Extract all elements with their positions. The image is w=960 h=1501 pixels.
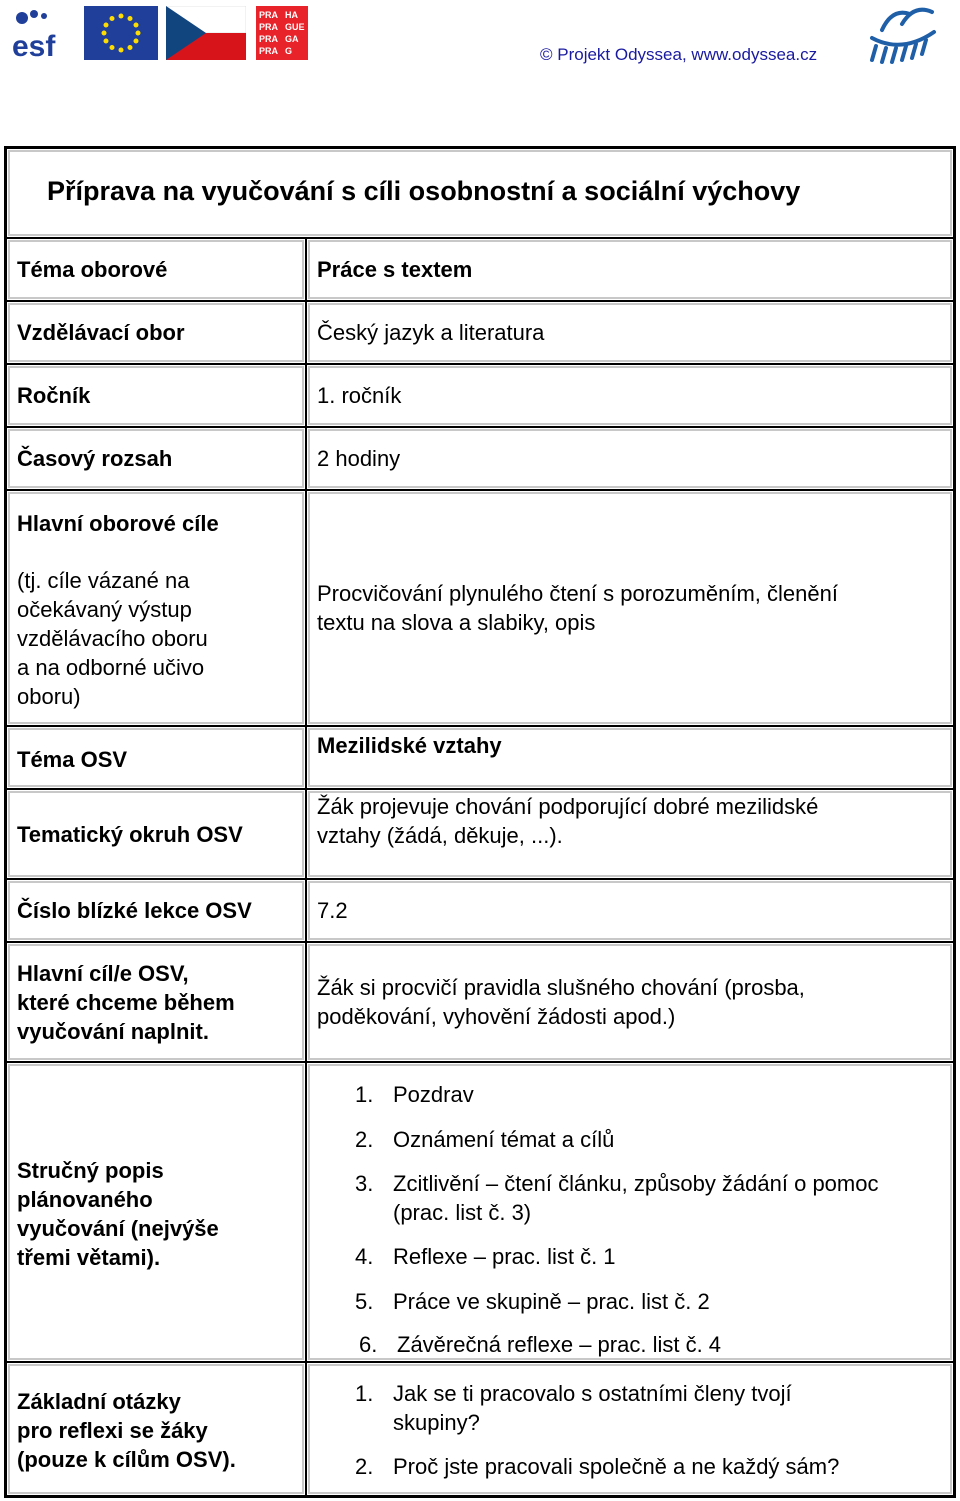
label-tema-oborove: Téma oborové xyxy=(17,257,168,282)
list-item-continuation: (prac. list č. 3) xyxy=(393,1200,532,1225)
value-cell-strucny-popis xyxy=(306,1062,954,1362)
value-line: textu na slova a slabiky, opis xyxy=(317,610,596,635)
value-cell-tematicky-okruh xyxy=(306,789,954,879)
title-cell xyxy=(6,148,954,238)
value-line: Žák si procvičí pravidla slušného chování (prosba, xyxy=(317,975,805,1000)
list-item: 3. Zcitlivění – čtení článku, způsoby žádání o pomoc xyxy=(355,1171,879,1196)
value-cell-cislo-lekce xyxy=(306,879,954,942)
label-cell-casovy-rozsah xyxy=(6,427,306,490)
label-cell-hlavni-cil-osv xyxy=(6,942,306,1062)
list-item-continuation: skupiny? xyxy=(393,1410,480,1435)
page-header xyxy=(0,0,960,140)
value-cell-vzdelavaci-obor xyxy=(306,301,954,364)
svg-text:G: G xyxy=(285,46,293,56)
svg-text:PRA: PRA xyxy=(259,34,279,44)
list-item: 5. Práce ve skupině – prac. list č. 2 xyxy=(355,1289,710,1314)
value-cell-hlavni-cil-osv xyxy=(306,942,954,1062)
value-casovy-rozsah: 2 hodiny xyxy=(317,446,401,471)
value-cell-zakladni-otazky xyxy=(306,1362,954,1496)
label-cell-hlavni-oborove-cile xyxy=(6,490,306,726)
value-tema-osv: Mezilidské vztahy xyxy=(317,733,502,758)
list-item: 6. Závěrečná reflexe – prac. list č. 4 xyxy=(359,1332,722,1357)
value-cislo-lekce: 7.2 xyxy=(317,898,348,923)
label-casovy-rozsah: Časový rozsah xyxy=(17,446,173,471)
label-line: Hlavní cíl/e OSV, xyxy=(17,961,189,986)
note-line: očekávaný výstup xyxy=(17,597,192,622)
label-cell-tema-osv xyxy=(6,726,306,789)
copyright-text: © Projekt Odyssea, www.odyssea.cz xyxy=(540,45,818,64)
value-cell-hlavni-oborove-cile xyxy=(306,490,954,726)
page-title: Příprava na vyučování s cíli osobnostní a sociální výchovy xyxy=(47,176,801,206)
label-line: vyučování (nejvýše xyxy=(17,1216,219,1241)
label-cell-cislo-lekce xyxy=(6,879,306,942)
label-line: pro reflexi se žáky xyxy=(17,1418,208,1443)
svg-text:PRA: PRA xyxy=(259,22,279,32)
label-cell-zakladni-otazky xyxy=(6,1362,306,1496)
note-line: oboru) xyxy=(17,684,81,709)
label-line: třemi větami). xyxy=(17,1245,161,1270)
label-vzdelavaci-obor: Vzdělávací obor xyxy=(17,320,185,345)
list-item: 1. Pozdrav xyxy=(355,1082,474,1107)
list-item: 4. Reflexe – prac. list č. 1 xyxy=(355,1244,616,1269)
praha-logo-icon xyxy=(256,6,308,60)
label-line: Základní otázky xyxy=(17,1389,181,1414)
label-cell-vzdelavaci-obor xyxy=(6,301,306,364)
label-cell-strucny-popis xyxy=(6,1062,306,1362)
label-line: vyučování naplnit. xyxy=(17,1019,209,1044)
esf-logo-icon xyxy=(10,6,74,60)
list-item: 1. Jak se ti pracovalo s ostatními členy tvojí xyxy=(355,1381,792,1406)
svg-text:PRA: PRA xyxy=(259,46,279,56)
note-line: vzdělávacího oboru xyxy=(17,626,208,651)
label-line: (pouze k cílům OSV). xyxy=(17,1447,236,1472)
svg-text:HA: HA xyxy=(285,10,298,20)
eu-flag-icon xyxy=(84,6,158,60)
value-line: Žák projevuje chování podporující dobré mezilidské xyxy=(317,794,819,819)
value-line: Procvičování plynulého čtení s porozuměním, členění xyxy=(317,581,838,606)
label-cell-tema-oborove xyxy=(6,238,306,301)
svg-text:GA: GA xyxy=(285,34,299,44)
value-rocnik: 1. ročník xyxy=(317,383,402,408)
value-tema-oborove: Práce s textem xyxy=(317,257,473,282)
label-tema-osv: Téma OSV xyxy=(17,747,128,772)
svg-text:GUE: GUE xyxy=(285,22,305,32)
label-tematicky-okruh: Tematický okruh OSV xyxy=(17,822,243,847)
value-line: vztahy (žádá, děkuje, ...). xyxy=(317,823,563,848)
odyssea-ship-logo-icon xyxy=(862,2,942,66)
label-hlavni-oborove-cile: Hlavní oborové cíle xyxy=(17,511,219,536)
value-cell-tema-oborove xyxy=(306,238,954,301)
label-cell-rocnik xyxy=(6,364,306,427)
value-vzdelavaci-obor: Český jazyk a literatura xyxy=(317,320,545,345)
value-cell-rocnik xyxy=(306,364,954,427)
value-line: poděkování, vyhovění žádosti apod.) xyxy=(317,1004,676,1029)
svg-text:PRA: PRA xyxy=(259,10,279,20)
lesson-plan-table xyxy=(4,146,956,1498)
svg-text:esf: esf xyxy=(12,30,56,60)
value-cell-tema-osv xyxy=(306,726,954,789)
list-item: 2. Oznámení témat a cílů xyxy=(355,1127,615,1152)
label-cislo-lekce: Číslo blízké lekce OSV xyxy=(17,898,252,923)
note-line: (tj. cíle vázané na xyxy=(17,568,190,593)
value-cell-casovy-rozsah xyxy=(306,427,954,490)
czech-flag-icon xyxy=(166,6,246,60)
list-item: 2. Proč jste pracovali společně a ne každý sám? xyxy=(355,1454,840,1479)
note-line: a na odborné učivo xyxy=(17,655,205,680)
label-line: Stručný popis xyxy=(17,1158,164,1183)
label-line: které chceme během xyxy=(17,990,235,1015)
label-rocnik: Ročník xyxy=(17,383,91,408)
label-line: plánovaného xyxy=(17,1187,153,1212)
label-cell-tematicky-okruh xyxy=(6,789,306,879)
